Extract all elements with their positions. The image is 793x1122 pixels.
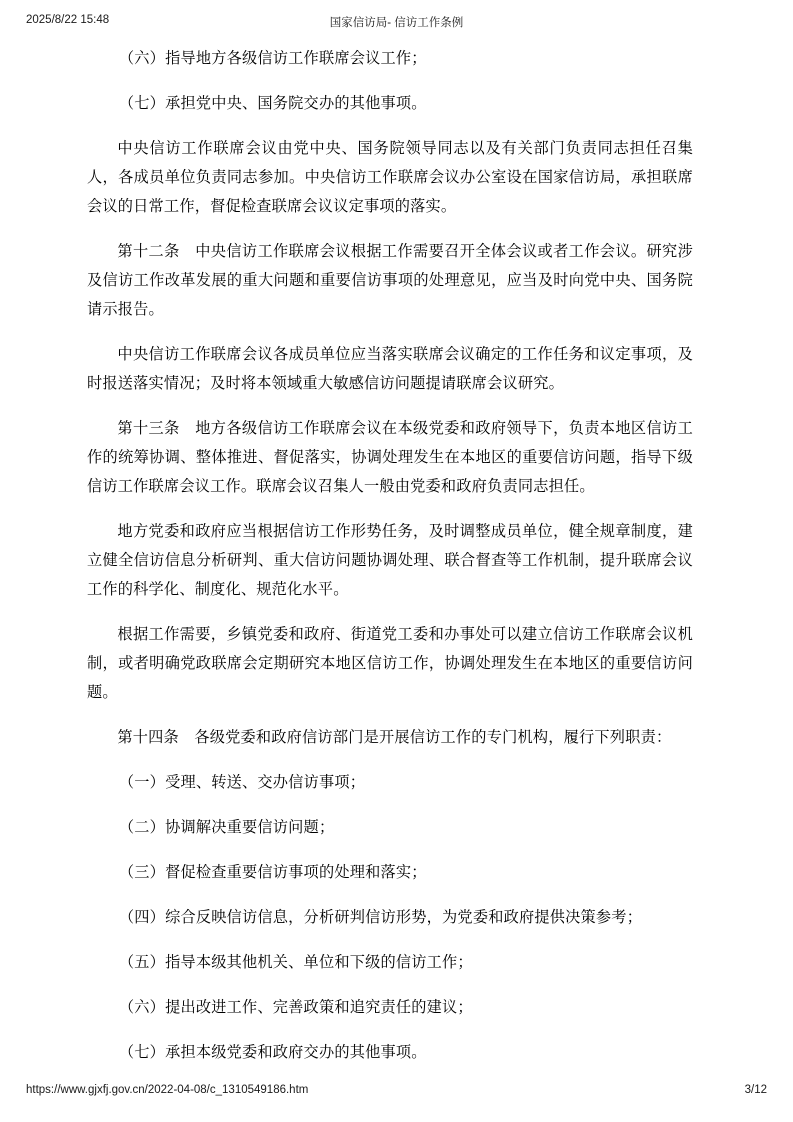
paragraph-article-13: 第十三条 地方各级信访工作联席会议在本级党委和政府领导下，负责本地区信访工作的统筹协调、整体推进、督促落实，协调处理发生在本地区的重要信访问题，指导下级信访工作联席会议工作。联席会议召集人一般由党委和政府负责同志担任。 bbox=[87, 420, 693, 495]
paragraph: （六）指导地方各级信访工作联席会议工作； bbox=[118, 50, 427, 67]
paragraph: （四）综合反映信访信息，分析研判信访形势，为党委和政府提供决策参考； bbox=[118, 909, 643, 926]
paragraph: 根据工作需要，乡镇党委和政府、街道党工委和办事处可以建立信访工作联席会议机制，或者明确党政联席会定期研究本地区信访工作，协调处理发生在本地区的重要信访问题。 bbox=[87, 626, 693, 701]
paragraph: （一）受理、转送、交办信访事项； bbox=[118, 774, 366, 791]
paragraph-article-12: 第十二条 中央信访工作联席会议根据工作需要召开全体会议或者工作会议。研究涉及信访工作改革发展的重大问题和重要信访事项的处理意见，应当及时向党中央、国务院请示报告。 bbox=[87, 243, 693, 318]
paragraph: （七）承担党中央、国务院交办的其他事项。 bbox=[118, 95, 427, 112]
paragraph: （六）提出改进工作、完善政策和追究责任的建议； bbox=[118, 999, 473, 1016]
paragraph: 中央信访工作联席会议由党中央、国务院领导同志以及有关部门负责同志担任召集人，各成员单位负责同志参加。中央信访工作联席会议办公室设在国家信访局，承担联席会议的日常工作，督促检查联席会议议定事项的落实。 bbox=[87, 140, 693, 215]
paragraph: （七）承担本级党委和政府交办的其他事项。 bbox=[118, 1044, 427, 1061]
document-body bbox=[87, 44, 693, 1067]
print-footer bbox=[0, 1084, 793, 1100]
paragraph: （五）指导本级其他机关、单位和下级的信访工作； bbox=[118, 954, 473, 971]
print-date: 2025/8/22 15:48 bbox=[26, 14, 110, 26]
paragraph: 中央信访工作联席会议各成员单位应当落实联席会议确定的工作任务和议定事项，及时报送落实情况；及时将本领域重大敏感信访问题提请联席会议研究。 bbox=[87, 346, 693, 392]
paragraph-article-14: 第十四条 各级党委和政府信访部门是开展信访工作的专门机构，履行下列职责： bbox=[117, 729, 672, 746]
document-title: 国家信访局- 信访工作条例 bbox=[329, 17, 464, 29]
page-number: 3/12 bbox=[744, 1084, 767, 1096]
paragraph: 地方党委和政府应当根据信访工作形势任务，及时调整成员单位，健全规章制度，建立健全信访信息分析研判、重大信访问题协调处理、联合督查等工作机制，提升联席会议工作的科学化、制度化、规范化水平。 bbox=[87, 523, 693, 598]
source-url: https://www.gjxfj.gov.cn/2022-04-08/c_1310549186.htm bbox=[26, 1084, 309, 1096]
paragraph: （二）协调解决重要信访问题； bbox=[118, 819, 335, 836]
print-header bbox=[0, 14, 793, 30]
paragraph: （三）督促检查重要信访事项的处理和落实； bbox=[118, 864, 427, 881]
